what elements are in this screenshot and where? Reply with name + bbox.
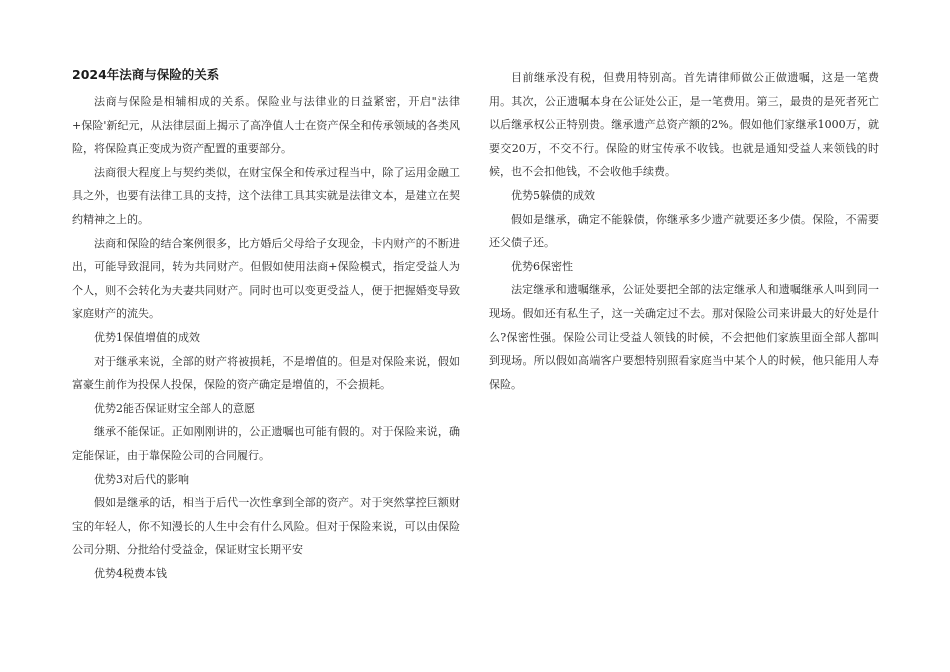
paragraph: 假如是继承，确定不能躲债，你继承多少遗产就要还多少债。保险，不需要还父债子还。	[489, 212, 879, 250]
section-heading: 优势5躲债的成效	[511, 188, 595, 202]
paragraph: 目前继承没有税，但费用特别高。首先请律师做公正做遗嘱，这是一笔费用。其次，公正遗嘱本身在公证处公正，是一笔费用。第三，最贵的是死者死亡以后继承权公正特别贵。继承遗产总资产额的2%。假如他们家继承1000万，就要交20万，不交不行。保险的财宝传承不收钱。也就是通知受益人来领钱的时候，也不会扣他钱，不会收他手续费。	[489, 71, 879, 179]
section-heading: 优势3对后代的影响	[94, 472, 189, 486]
paragraph: 对于继承来说，全部的财产将被损耗，不是增值的。但是对保险来说，假如富豪生前作为投保人投保，保险的资产确定是增值的，不会损耗。	[72, 354, 460, 392]
paragraph: 法定继承和遗嘱继承，公证处要把全部的法定继承人和遗嘱继承人叫到同一现场。假如还有私生子，这一关确定过不去。那对保险公司来讲最大的好处是什么?保密性强。保险公司让受益人领钱的时候，不会把他们家族里面全部人都叫到现场。所以假如高端客户要想特别照看家庭当中某个人的时候，他只能用人寿保险。	[489, 283, 879, 391]
left-column	[72, 66, 460, 585]
paragraph: 继承不能保证。正如刚刚讲的，公正遗嘱也可能有假的。对于保险来说，确定能保证，由于靠保险公司的合同履行。	[72, 425, 460, 462]
paragraph: 假如是继承的话，相当于后代一次性拿到全部的资产。对于突然掌控巨额财宝的年轻人，你不知漫长的人生中会有什么风险。但对于保险来说，可以由保险公司分期、分批给付受益金，保证财宝长期平安	[72, 496, 460, 557]
section-heading: 优势2能否保证财宝全部人的意愿	[94, 401, 255, 415]
paragraph: 法商很大程度上与契约类似，在财宝保全和传承过程当中，除了运用金融工具之外，也要有法律工具的支持，这个法律工具其实就是法律文本，是建立在契约精神之上的。	[72, 165, 460, 226]
section-heading: 优势1保值增值的成效	[94, 330, 200, 344]
section-heading: 优势4税费本钱	[94, 566, 167, 580]
paragraph: 法商与保险是相辅相成的关系。保险业与法律业的日益紧密，开启"法律+保险'新纪元，从法律层面上揭示了高净值人士在资产保全和传承领域的各类风险，将保险真正变成为资产配置的重要部分。	[72, 95, 460, 156]
section-heading: 优势6保密性	[511, 259, 573, 273]
right-column	[489, 66, 879, 396]
document-title: 2024年法商与保险的关系	[72, 67, 220, 82]
paragraph: 法商和保险的结合案例很多，比方婚后父母给子女现金，卡内财产的不断进出，可能导致混同，转为共同财产。但假如使用法商+保险模式，指定受益人为个人，则不会转化为夫妻共同财产。同时也可以变更受益人，便于把握婚变导致家庭财产的流失。	[72, 236, 460, 321]
